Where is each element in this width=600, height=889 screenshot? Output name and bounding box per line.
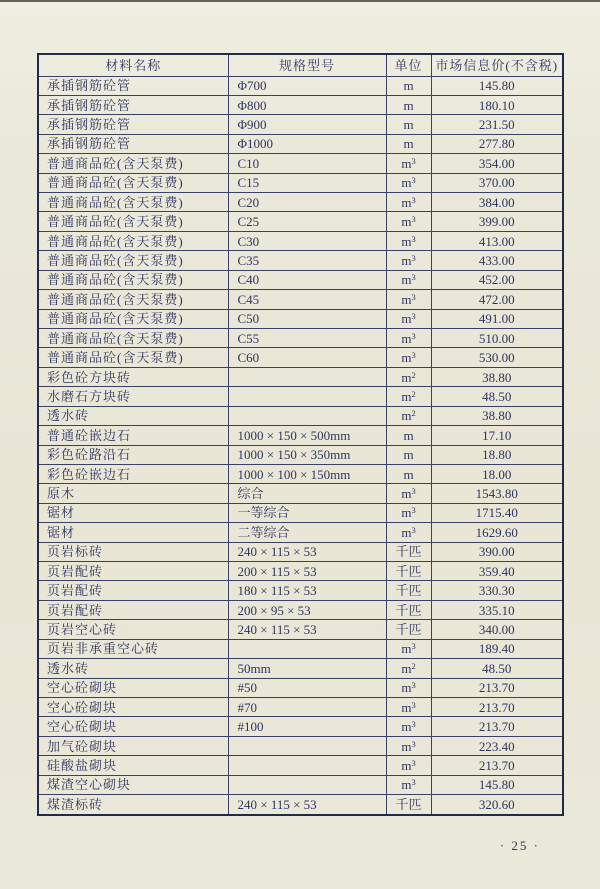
unit-cell: $m^3$: [386, 736, 431, 755]
material-name-cell: 承插钢筋砼管: [38, 95, 228, 114]
spec-cell: [228, 639, 386, 658]
spec-cell: [228, 775, 386, 794]
material-name-cell: 页岩标砖: [38, 542, 228, 561]
material-name-cell: 普通砼嵌边石: [38, 426, 228, 445]
material-name-cell: 普通商品砼(含天泵费): [38, 270, 228, 289]
price-cell: 399.00: [431, 212, 563, 231]
material-name-cell: 水磨石方块砖: [38, 387, 228, 406]
table-row: [38, 600, 563, 619]
unit-cell: $m^3$: [386, 484, 431, 503]
table-row: [38, 756, 563, 775]
price-cell: 38.80: [431, 406, 563, 425]
unit-cell: $m^2$: [386, 387, 431, 406]
table-row: [38, 620, 563, 639]
spec-cell: [228, 756, 386, 775]
unit-cell: $m^3$: [386, 756, 431, 775]
table-row: [38, 154, 563, 173]
table-row: [38, 659, 563, 678]
price-cell: 384.00: [431, 193, 563, 212]
spec-cell: C50: [228, 309, 386, 328]
material-name-cell: 空心砼砌块: [38, 698, 228, 717]
page-number: · 25 ·: [499, 838, 540, 853]
unit-cell: m: [386, 95, 431, 114]
table-row: [38, 484, 563, 503]
unit-cell: $m^3$: [386, 251, 431, 270]
unit-cell: m: [386, 134, 431, 153]
price-cell: 180.10: [431, 95, 563, 114]
material-name-cell: 普通商品砼(含天泵费): [38, 212, 228, 231]
unit-cell: $m^3$: [386, 193, 431, 212]
material-name-cell: 锯材: [38, 503, 228, 522]
material-name-cell: 承插钢筋砼管: [38, 115, 228, 134]
material-name-cell: 页岩配砖: [38, 600, 228, 619]
unit-cell: $m^3$: [386, 231, 431, 250]
table-row: [38, 503, 563, 522]
table-row: [38, 736, 563, 755]
unit-cell: $m^3$: [386, 775, 431, 794]
table-row: [38, 134, 563, 153]
table-row: [38, 639, 563, 658]
material-name-cell: 彩色砼方块砖: [38, 367, 228, 386]
column-header-spec: 规格型号: [228, 54, 386, 76]
price-cell: 213.70: [431, 678, 563, 697]
table-row: [38, 581, 563, 600]
unit-cell: $m^3$: [386, 328, 431, 347]
spec-cell: #50: [228, 678, 386, 697]
price-cell: 413.00: [431, 231, 563, 250]
table-row: [38, 193, 563, 212]
unit-cell: 千匹: [386, 542, 431, 561]
unit-cell: 千匹: [386, 562, 431, 581]
column-header-price: 市场信息价(不含税): [431, 54, 563, 76]
spec-cell: 1000 × 150 × 350mm: [228, 445, 386, 464]
unit-cell: m: [386, 445, 431, 464]
unit-cell: 千匹: [386, 620, 431, 639]
unit-cell: m: [386, 426, 431, 445]
unit-cell: 千匹: [386, 581, 431, 600]
spec-cell: 1000 × 150 × 500mm: [228, 426, 386, 445]
price-cell: 370.00: [431, 173, 563, 192]
unit-cell: $m^3$: [386, 212, 431, 231]
spec-cell: 一等综合: [228, 503, 386, 522]
material-name-cell: 煤渣标砖: [38, 795, 228, 815]
column-header-unit: 单位: [386, 54, 431, 76]
material-name-cell: 页岩空心砖: [38, 620, 228, 639]
material-name-cell: 普通商品砼(含天泵费): [38, 309, 228, 328]
table-row: [38, 212, 563, 231]
spec-cell: 50mm: [228, 659, 386, 678]
table-row: [38, 562, 563, 581]
spec-cell: C30: [228, 231, 386, 250]
unit-cell: $m^3$: [386, 717, 431, 736]
unit-cell: $m^3$: [386, 173, 431, 192]
spec-cell: Φ1000: [228, 134, 386, 153]
table-row: [38, 523, 563, 542]
material-name-cell: 承插钢筋砼管: [38, 134, 228, 153]
price-cell: 320.60: [431, 795, 563, 815]
table-row: [38, 270, 563, 289]
price-cell: 354.00: [431, 154, 563, 173]
unit-cell: m: [386, 464, 431, 483]
price-cell: 17.10: [431, 426, 563, 445]
spec-cell: [228, 387, 386, 406]
table-row: [38, 445, 563, 464]
table-row: [38, 406, 563, 425]
price-cell: 213.70: [431, 756, 563, 775]
price-cell: 1543.80: [431, 484, 563, 503]
price-cell: 433.00: [431, 251, 563, 270]
material-name-cell: 加气砼砌块: [38, 736, 228, 755]
price-cell: 213.70: [431, 698, 563, 717]
table-row: [38, 387, 563, 406]
table-row: [38, 775, 563, 794]
material-name-cell: 透水砖: [38, 406, 228, 425]
spec-cell: 200 × 95 × 53: [228, 600, 386, 619]
table-row: [38, 367, 563, 386]
price-cell: 340.00: [431, 620, 563, 639]
material-name-cell: 普通商品砼(含天泵费): [38, 173, 228, 192]
unit-cell: $m^3$: [386, 290, 431, 309]
unit-cell: $m^2$: [386, 659, 431, 678]
table-row: [38, 173, 563, 192]
spec-cell: [228, 406, 386, 425]
spec-cell: C15: [228, 173, 386, 192]
unit-cell: $m^3$: [386, 639, 431, 658]
material-name-cell: 普通商品砼(含天泵费): [38, 290, 228, 309]
table-row: [38, 795, 563, 815]
price-cell: 491.00: [431, 309, 563, 328]
price-cell: 530.00: [431, 348, 563, 367]
material-name-cell: 普通商品砼(含天泵费): [38, 251, 228, 270]
unit-cell: $m^3$: [386, 678, 431, 697]
spec-cell: C40: [228, 270, 386, 289]
table-row: [38, 115, 563, 134]
price-cell: 18.80: [431, 445, 563, 464]
price-cell: 189.40: [431, 639, 563, 658]
spec-cell: C55: [228, 328, 386, 347]
material-name-cell: 普通商品砼(含天泵费): [38, 193, 228, 212]
table-row: [38, 348, 563, 367]
unit-cell: $m^3$: [386, 698, 431, 717]
material-name-cell: 空心砼砌块: [38, 717, 228, 736]
price-cell: 145.80: [431, 76, 563, 95]
material-name-cell: 透水砖: [38, 659, 228, 678]
unit-cell: m: [386, 76, 431, 95]
table-row: [38, 95, 563, 114]
unit-cell: $m^2$: [386, 406, 431, 425]
price-cell: 390.00: [431, 542, 563, 561]
unit-cell: $m^3$: [386, 309, 431, 328]
price-cell: 145.80: [431, 775, 563, 794]
material-name-cell: 承插钢筋砼管: [38, 76, 228, 95]
spec-cell: 200 × 115 × 53: [228, 562, 386, 581]
table-row: [38, 426, 563, 445]
spec-cell: C45: [228, 290, 386, 309]
material-name-cell: 空心砼砌块: [38, 678, 228, 697]
price-cell: 452.00: [431, 270, 563, 289]
unit-cell: 千匹: [386, 795, 431, 815]
price-cell: 38.80: [431, 367, 563, 386]
unit-cell: $m^3$: [386, 503, 431, 522]
spec-cell: Φ800: [228, 95, 386, 114]
price-cell: 510.00: [431, 328, 563, 347]
table-row: [38, 678, 563, 697]
table-row: [38, 464, 563, 483]
material-name-cell: 普通商品砼(含天泵费): [38, 154, 228, 173]
spec-cell: 240 × 115 × 53: [228, 542, 386, 561]
price-cell: 1629.60: [431, 523, 563, 542]
price-cell: 330.30: [431, 581, 563, 600]
material-name-cell: 普通商品砼(含天泵费): [38, 348, 228, 367]
price-cell: 1715.40: [431, 503, 563, 522]
material-name-cell: 普通商品砼(含天泵费): [38, 328, 228, 347]
spec-cell: C35: [228, 251, 386, 270]
price-cell: 231.50: [431, 115, 563, 134]
scan-edge-artifact: [0, 0, 600, 2]
table-row: [38, 698, 563, 717]
header-row: [38, 54, 563, 76]
price-cell: 48.50: [431, 659, 563, 678]
spec-cell: C60: [228, 348, 386, 367]
price-cell: 277.80: [431, 134, 563, 153]
price-cell: 48.50: [431, 387, 563, 406]
price-cell: 213.70: [431, 717, 563, 736]
unit-cell: $m^2$: [386, 367, 431, 386]
spec-cell: C10: [228, 154, 386, 173]
table-header: [38, 54, 563, 76]
price-table: [37, 53, 564, 816]
price-cell: 359.40: [431, 562, 563, 581]
unit-cell: $m^3$: [386, 154, 431, 173]
spec-cell: 1000 × 100 × 150mm: [228, 464, 386, 483]
spec-cell: [228, 367, 386, 386]
unit-cell: 千匹: [386, 600, 431, 619]
spec-cell: [228, 736, 386, 755]
spec-cell: 240 × 115 × 53: [228, 795, 386, 815]
material-name-cell: 彩色砼路沿石: [38, 445, 228, 464]
spec-cell: Φ900: [228, 115, 386, 134]
material-name-cell: 页岩非承重空心砖: [38, 639, 228, 658]
table-row: [38, 717, 563, 736]
price-cell: 223.40: [431, 736, 563, 755]
spec-cell: C20: [228, 193, 386, 212]
spec-cell: 综合: [228, 484, 386, 503]
table-row: [38, 251, 563, 270]
unit-cell: $m^3$: [386, 348, 431, 367]
price-cell: 335.10: [431, 600, 563, 619]
table-row: [38, 290, 563, 309]
unit-cell: m: [386, 115, 431, 134]
material-name-cell: 彩色砼嵌边石: [38, 464, 228, 483]
spec-cell: 二等综合: [228, 523, 386, 542]
table-row: [38, 76, 563, 95]
spec-cell: 180 × 115 × 53: [228, 581, 386, 600]
unit-cell: $m^3$: [386, 270, 431, 289]
material-name-cell: 页岩配砖: [38, 581, 228, 600]
table-row: [38, 231, 563, 250]
material-name-cell: 锯材: [38, 523, 228, 542]
spec-cell: C25: [228, 212, 386, 231]
price-cell: 472.00: [431, 290, 563, 309]
price-cell: 18.00: [431, 464, 563, 483]
material-name-cell: 硅酸盐砌块: [38, 756, 228, 775]
spec-cell: #70: [228, 698, 386, 717]
material-name-cell: 普通商品砼(含天泵费): [38, 231, 228, 250]
material-name-cell: 原木: [38, 484, 228, 503]
spec-cell: #100: [228, 717, 386, 736]
table-row: [38, 328, 563, 347]
material-name-cell: 煤渣空心砌块: [38, 775, 228, 794]
table-body: [38, 76, 563, 815]
material-name-cell: 页岩配砖: [38, 562, 228, 581]
table-row: [38, 309, 563, 328]
spec-cell: 240 × 115 × 53: [228, 620, 386, 639]
spec-cell: Φ700: [228, 76, 386, 95]
unit-cell: $m^3$: [386, 523, 431, 542]
table-row: [38, 542, 563, 561]
column-header-material-name: 材料名称: [38, 54, 228, 76]
